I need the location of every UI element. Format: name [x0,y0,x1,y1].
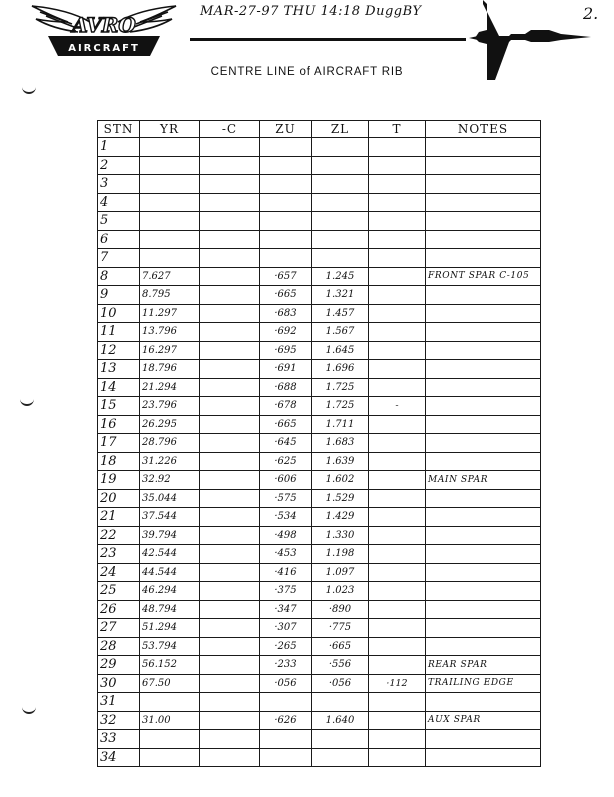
cell-zl: ·056 [312,674,369,693]
cell-notes [426,434,541,453]
cell-yr: 56.152 [140,656,200,675]
cell-c [200,563,260,582]
cell-c [200,711,260,730]
cell-yr [140,730,200,749]
cell-yr [140,138,200,157]
cell-stn: 5 [98,212,140,231]
cell-stn: 17 [98,434,140,453]
cell-c [200,545,260,564]
cell-yr [140,193,200,212]
cell-zl: ·775 [312,619,369,638]
cell-c [200,526,260,545]
cell-yr: 32.92 [140,471,200,490]
cell-zu: ·347 [260,600,312,619]
cell-c [200,415,260,434]
cell-c [200,341,260,360]
table-row [98,452,541,471]
cell-stn: 31 [98,693,140,712]
svg-text:AVRO: AVRO [72,13,136,37]
column-header-zu: ZU [260,121,312,138]
cell-notes: MAIN SPAR [426,471,541,490]
cell-c [200,600,260,619]
cell-zl: 1.198 [312,545,369,564]
cell-c [200,452,260,471]
cell-zu [260,748,312,767]
cell-yr: 8.795 [140,286,200,305]
cell-zl: 1.696 [312,360,369,379]
cell-notes [426,323,541,342]
cell-zu: ·375 [260,582,312,601]
cell-stn: 11 [98,323,140,342]
table-row [98,619,541,638]
cell-zu [260,249,312,268]
cell-c [200,156,260,175]
cell-t [369,230,426,249]
cell-t [369,545,426,564]
table-row [98,212,541,231]
cell-stn: 7 [98,249,140,268]
cell-notes [426,341,541,360]
cell-stn: 29 [98,656,140,675]
cell-zl: 1.725 [312,378,369,397]
cell-stn: 22 [98,526,140,545]
cell-c [200,674,260,693]
cell-stn: 33 [98,730,140,749]
cell-notes [426,378,541,397]
cell-t [369,267,426,286]
cell-stn: 28 [98,637,140,656]
cell-c [200,212,260,231]
table-row [98,156,541,175]
cell-zl: 1.567 [312,323,369,342]
cell-c [200,249,260,268]
table-row [98,397,541,416]
cell-notes [426,582,541,601]
cell-stn: 10 [98,304,140,323]
cell-notes [426,212,541,231]
cell-zl: ·556 [312,656,369,675]
cell-zu: ·657 [260,267,312,286]
cell-notes [426,563,541,582]
cell-t [369,748,426,767]
rib-data-table [97,120,541,767]
table-row [98,286,541,305]
cell-c [200,193,260,212]
cell-zl [312,693,369,712]
cell-t [369,582,426,601]
cell-zl [312,249,369,268]
cell-t [369,656,426,675]
table-row [98,600,541,619]
fax-header-note: MAR-27-97 THU 14:18 DuggBY [200,4,422,19]
cell-t [369,156,426,175]
cell-yr: 48.794 [140,600,200,619]
column-header-notes: NOTES [426,121,541,138]
cell-zl: 1.321 [312,286,369,305]
cell-stn: 14 [98,378,140,397]
cell-zu: ·683 [260,304,312,323]
page-number: 2. [583,4,599,23]
table-row [98,730,541,749]
table-row [98,674,541,693]
cell-notes [426,489,541,508]
cell-t [369,286,426,305]
cell-notes [426,545,541,564]
cell-zu: ·498 [260,526,312,545]
table-row [98,230,541,249]
cell-t [369,415,426,434]
table-row [98,526,541,545]
cell-t: - [369,397,426,416]
cell-yr [140,693,200,712]
cell-zu: ·416 [260,563,312,582]
cell-zl: ·890 [312,600,369,619]
cell-t [369,730,426,749]
cell-c [200,489,260,508]
cell-c [200,397,260,416]
table-row [98,711,541,730]
cell-notes: TRAILING EDGE [426,674,541,693]
table-row [98,378,541,397]
cell-zu: ·056 [260,674,312,693]
cell-notes [426,304,541,323]
cell-zl: 1.023 [312,582,369,601]
cell-t [369,619,426,638]
cell-yr: 51.294 [140,619,200,638]
cell-t [369,193,426,212]
cell-zu: ·645 [260,434,312,453]
cell-c [200,730,260,749]
cell-zl: 1.639 [312,452,369,471]
cell-zl: 1.602 [312,471,369,490]
cell-t [369,249,426,268]
column-header-zl: ZL [312,121,369,138]
cell-c [200,637,260,656]
cell-c [200,323,260,342]
cell-notes: REAR SPAR [426,656,541,675]
cell-stn: 24 [98,563,140,582]
cell-c [200,378,260,397]
cell-zl [312,212,369,231]
table-row [98,471,541,490]
cell-zu: ·688 [260,378,312,397]
cell-t [369,693,426,712]
cell-zl [312,730,369,749]
cell-yr: 67.50 [140,674,200,693]
cell-yr: 28.796 [140,434,200,453]
cell-notes [426,748,541,767]
cell-zl: 1.457 [312,304,369,323]
cell-zu: ·626 [260,711,312,730]
table-row [98,582,541,601]
cell-zu: ·665 [260,286,312,305]
svg-text:AIRCRAFT: AIRCRAFT [68,43,140,54]
cell-yr: 35.044 [140,489,200,508]
cell-zu [260,730,312,749]
cell-zl: 1.725 [312,397,369,416]
cell-c [200,619,260,638]
table-row [98,563,541,582]
cell-t [369,637,426,656]
cell-notes [426,526,541,545]
cell-t [369,323,426,342]
cell-c [200,138,260,157]
cell-stn: 32 [98,711,140,730]
cell-t [369,360,426,379]
cell-c [200,434,260,453]
column-header-stn: STN [98,121,140,138]
table-row [98,434,541,453]
table-row [98,415,541,434]
cell-notes [426,452,541,471]
cell-stn: 1 [98,138,140,157]
table-row [98,360,541,379]
cell-t [369,175,426,194]
cell-zu: ·692 [260,323,312,342]
cell-t [369,341,426,360]
cell-c [200,693,260,712]
cell-stn: 3 [98,175,140,194]
cell-zl: 1.330 [312,526,369,545]
punch-mark [22,86,36,94]
table-row [98,193,541,212]
table-row [98,545,541,564]
cell-stn: 18 [98,452,140,471]
cell-c [200,471,260,490]
cell-t [369,378,426,397]
cell-yr: 18.796 [140,360,200,379]
table-row [98,267,541,286]
column-header-c: -C [200,121,260,138]
cell-notes [426,619,541,638]
cell-stn: 27 [98,619,140,638]
cell-c [200,267,260,286]
document-title: CENTRE LINE of AIRCRAFT RIB [210,66,404,78]
cell-stn: 9 [98,286,140,305]
table-row [98,341,541,360]
table-row [98,693,541,712]
cell-yr: 39.794 [140,526,200,545]
cell-notes [426,249,541,268]
cell-yr [140,175,200,194]
table-header-row [98,121,541,138]
cell-c [200,286,260,305]
table-row [98,489,541,508]
cell-yr: 11.297 [140,304,200,323]
table-row [98,175,541,194]
cell-c [200,508,260,527]
cell-notes [426,286,541,305]
cell-stn: 19 [98,471,140,490]
punch-mark [22,706,36,714]
cell-zu: ·453 [260,545,312,564]
cell-notes [426,508,541,527]
cell-zu [260,175,312,194]
cell-zu: ·233 [260,656,312,675]
cell-notes [426,138,541,157]
cell-zu: ·606 [260,471,312,490]
cell-t [369,434,426,453]
cell-c [200,360,260,379]
cell-t [369,526,426,545]
cell-t [369,508,426,527]
cell-zu: ·691 [260,360,312,379]
cell-zu: ·695 [260,341,312,360]
cell-notes [426,415,541,434]
cell-zu: ·307 [260,619,312,638]
cell-zl: 1.245 [312,267,369,286]
cell-notes [426,600,541,619]
cell-c [200,748,260,767]
cell-t [369,563,426,582]
cell-stn: 15 [98,397,140,416]
cell-yr [140,748,200,767]
cell-t: ·112 [369,674,426,693]
cell-zl: 1.529 [312,489,369,508]
cell-zu: ·265 [260,637,312,656]
cell-t [369,711,426,730]
cell-t [369,212,426,231]
cell-yr: 13.796 [140,323,200,342]
cell-notes: FRONT SPAR C-105 [426,267,541,286]
punch-mark [20,398,34,406]
table-row [98,304,541,323]
cell-yr: 44.544 [140,563,200,582]
cell-zl: ·665 [312,637,369,656]
table-row [98,508,541,527]
cell-c [200,175,260,194]
cell-zl: 1.429 [312,508,369,527]
cell-t [369,471,426,490]
cell-yr: 21.294 [140,378,200,397]
cell-yr: 46.294 [140,582,200,601]
cell-zu [260,212,312,231]
cell-stn: 26 [98,600,140,619]
cell-yr [140,156,200,175]
cell-stn: 34 [98,748,140,767]
cell-stn: 6 [98,230,140,249]
header-rule [190,38,466,41]
cell-yr [140,212,200,231]
cell-stn: 21 [98,508,140,527]
cell-zu [260,138,312,157]
cell-stn: 25 [98,582,140,601]
cell-zu: ·575 [260,489,312,508]
cell-notes: AUX SPAR [426,711,541,730]
cell-c [200,304,260,323]
cell-zu: ·534 [260,508,312,527]
cell-stn: 4 [98,193,140,212]
table-row [98,138,541,157]
cell-zl: 1.097 [312,563,369,582]
table-row [98,323,541,342]
cell-zl: 1.711 [312,415,369,434]
cell-notes [426,156,541,175]
cell-zu: ·665 [260,415,312,434]
column-header-yr: YR [140,121,200,138]
cell-t [369,489,426,508]
cell-stn: 12 [98,341,140,360]
cell-zu: ·625 [260,452,312,471]
cell-yr: 53.794 [140,637,200,656]
cell-notes [426,175,541,194]
cell-zl: 1.683 [312,434,369,453]
cell-stn: 2 [98,156,140,175]
cell-t [369,452,426,471]
cell-notes [426,193,541,212]
cell-yr: 23.796 [140,397,200,416]
cell-notes [426,360,541,379]
table-row [98,748,541,767]
cell-yr: 31.226 [140,452,200,471]
cell-notes [426,230,541,249]
cell-yr: 31.00 [140,711,200,730]
cell-zu: ·678 [260,397,312,416]
cell-zu [260,230,312,249]
cell-t [369,138,426,157]
cell-zl [312,748,369,767]
cell-notes [426,397,541,416]
cell-c [200,656,260,675]
cell-yr: 16.297 [140,341,200,360]
table-row [98,656,541,675]
cell-yr [140,230,200,249]
cell-c [200,582,260,601]
cell-stn: 30 [98,674,140,693]
cell-notes [426,693,541,712]
cell-yr: 42.544 [140,545,200,564]
cell-zu [260,693,312,712]
cell-zl [312,138,369,157]
cell-stn: 20 [98,489,140,508]
cell-zl [312,175,369,194]
cell-zl [312,156,369,175]
cell-stn: 13 [98,360,140,379]
cell-stn: 23 [98,545,140,564]
cell-t [369,600,426,619]
table-row [98,637,541,656]
cell-yr [140,249,200,268]
cell-t [369,304,426,323]
cell-yr: 37.544 [140,508,200,527]
cell-yr: 26.295 [140,415,200,434]
cell-zu [260,156,312,175]
cell-notes [426,637,541,656]
column-header-t: T [369,121,426,138]
cell-notes [426,730,541,749]
cell-zl: 1.640 [312,711,369,730]
cell-zl [312,230,369,249]
cell-stn: 16 [98,415,140,434]
table-row [98,249,541,268]
cell-stn: 8 [98,267,140,286]
cell-zu [260,193,312,212]
avro-logo [28,2,180,58]
cell-c [200,230,260,249]
cell-zl [312,193,369,212]
cell-yr: 7.627 [140,267,200,286]
cell-zl: 1.645 [312,341,369,360]
